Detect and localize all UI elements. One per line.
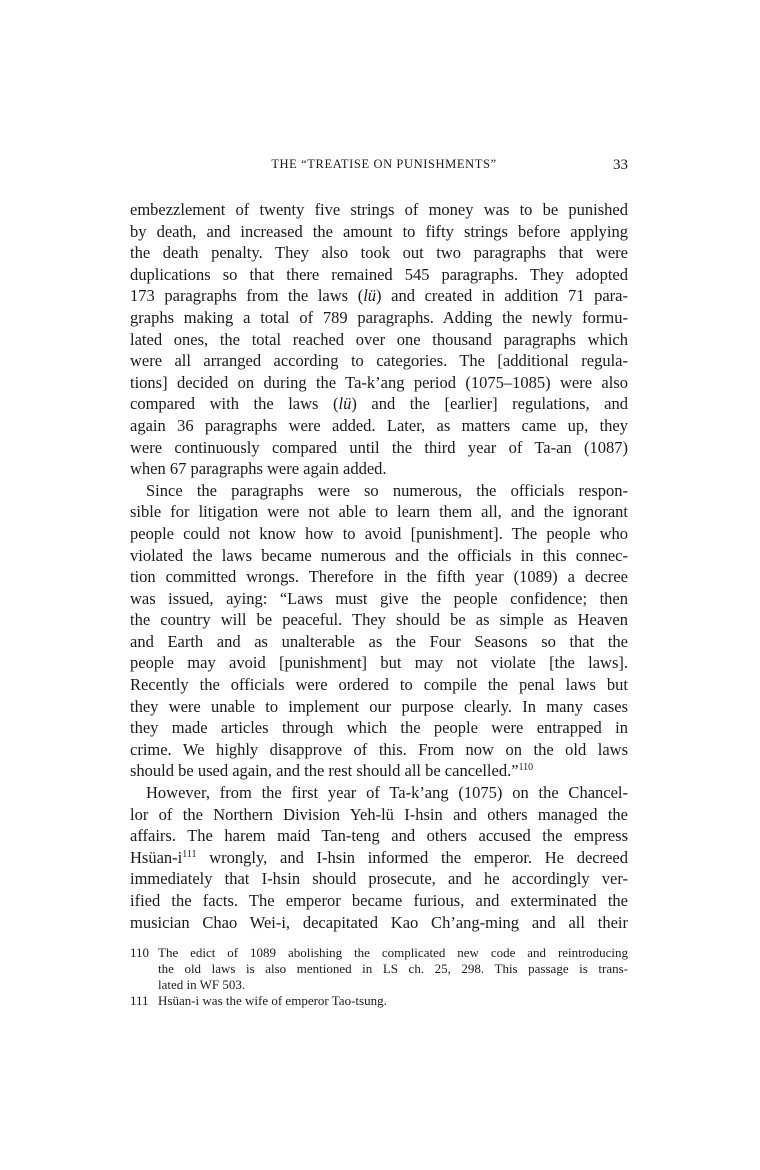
running-title: THE “TREATISE ON PUNISHMENTS” [271,157,497,171]
text-line: they were unable to implement our purpose clearly. In many cases [130,696,628,716]
text-run: ) and created in addition 71 para- [376,286,628,306]
text-line: lated ones, the total reached over one thousand paragraphs which [130,329,628,349]
footnote-line: lated in WF 503. [158,977,246,992]
text-run: compared with the laws ( [130,394,339,414]
footnote-110 [130,945,628,993]
running-head [130,157,628,177]
text-line: the death penalty. They also took out two paragraphs that were [130,243,628,263]
text-line: when 67 paragraphs were again added. [130,459,387,479]
text-line: embezzlement of twenty five strings of money was to be punished [130,200,628,219]
text-line: tion committed wrongs. Therefore in the fifth year (1089) a decree [130,567,628,587]
text-line [130,285,628,307]
text-run: should be used again, and the rest should all be cancelled.” [130,761,519,781]
body-text [130,199,628,933]
text-line: were all arranged according to categories. The [additional regula- [130,351,628,371]
page-number: 33 [613,157,628,173]
italic-term: lü [338,394,352,414]
text-line: Recently the officials were ordered to compile the penal laws but [130,675,628,695]
text-run: ) and the [earlier] regulations, and [351,394,629,414]
text-run: 173 paragraphs from the laws ( [130,286,364,306]
text-line [130,393,628,415]
paragraph-1 [130,199,628,480]
text-line: ified the facts. The emperor became furious, and exterminated the [130,891,628,910]
text-line: Since the paragraphs were so numerous, the officials respon- [146,480,628,500]
paragraph-3 [130,782,628,933]
text-line [130,847,628,869]
paragraph-2 [130,480,628,782]
text-line: duplications so that there remained 545 paragraphs. They adopted [130,264,628,284]
text-line: immediately that I-hsin should prosecute, and he accordingly ver- [130,869,628,889]
text-line: musician Chao Wei-i, decapitated Kao Ch’ang-ming and all their [130,912,628,932]
footnote-number: 110 [130,945,150,960]
text-line: tions] decided on during the Ta-k’ang period (1075–1085) were also [130,372,628,392]
footnotes [130,945,628,1009]
text-line: was issued, aying: “Laws must give the people confidence; then [130,588,628,608]
text-line: the country will be peaceful. They should be as simple as Heaven [130,610,628,630]
text-line: violated the laws became numerous and the officials in this connec- [130,545,628,565]
text-line: sible for litigation were not able to learn them all, and the ignorant [130,502,628,522]
text-line: and Earth and as unalterable as the Four Seasons so that the [130,631,628,651]
footnote-111 [130,993,628,1009]
text-line [130,760,628,782]
text-line: crime. We highly disapprove of this. From now on the old laws [130,739,628,759]
text-line: again 36 paragraphs were added. Later, as matters came up, they [130,415,628,435]
italic-term: lü [363,286,377,306]
text-line: However, from the first year of Ta-k’ang (1075) on the Chancel- [146,783,628,803]
text-run: Hsüan-i [130,847,183,867]
footnote-line: the old laws is also mentioned in LS ch. 25, 298. This passage is trans- [158,961,628,976]
footnote-number: 111 [130,993,149,1008]
footnote-ref-111: 111 [182,848,197,860]
footnote-line: Hsüan-i was the wife of emperor Tao-tsung. [158,993,387,1008]
footnote-line: The edict of 1089 abolishing the complicated new code and reintroducing [158,945,628,960]
text-line: people may avoid [punishment] but may not violate [the laws]. [130,653,628,673]
text-line: by death, and increased the amount to fifty strings before applying [130,221,628,241]
text-line: they made articles through which the people were entrapped in [130,718,628,738]
text-run: wrongly, and I-hsin informed the emperor. He decreed [196,847,628,867]
text-line: affairs. The harem maid Tan-teng and others accused the empress [130,826,628,846]
text-line: were continuously compared until the third year of Ta-an (1087) [130,437,628,457]
text-line: people could not know how to avoid [punishment]. The people who [130,523,628,543]
text-line: lor of the Northern Division Yeh-lü I-hsin and others managed the [130,804,628,824]
footnote-ref-110: 110 [518,762,534,774]
text-line: graphs making a total of 789 paragraphs. Adding the newly formu- [130,307,628,327]
